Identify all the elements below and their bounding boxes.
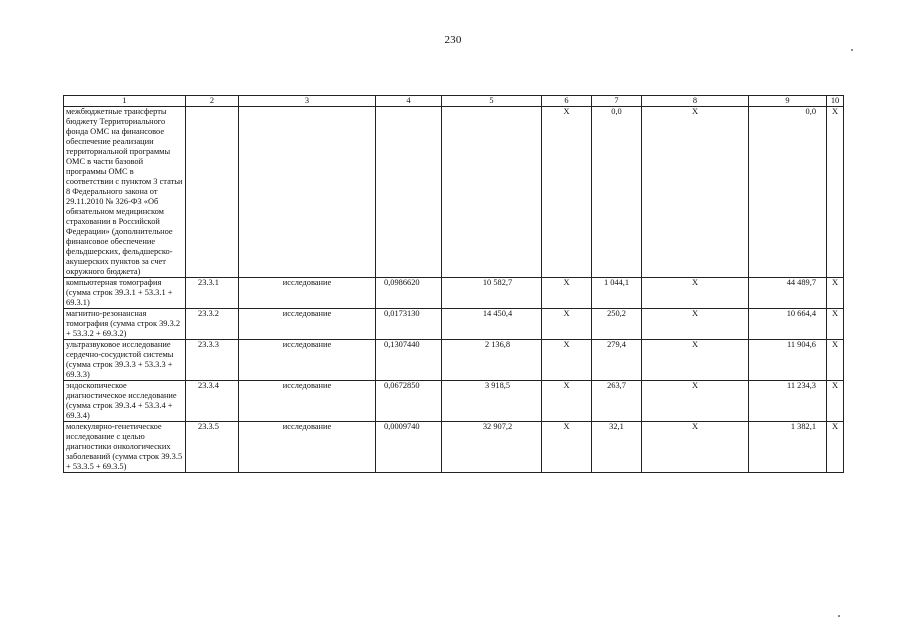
total-cell: 11 234,3: [749, 381, 827, 422]
row-description: компьютерная томография (сумма строк 39.3.1 + 53.3.1 + 69.3.1): [64, 278, 186, 309]
column-number: 4: [376, 96, 442, 107]
table-row: [64, 381, 844, 422]
column-number-row: [64, 96, 844, 107]
volume-cell: 0,1307440: [376, 340, 442, 381]
cost-cell: 3 918,5: [442, 381, 542, 422]
value-cell: 0,0: [592, 107, 642, 278]
row-description: эндоскопическое диагностическое исследование (сумма строк 39.3.4 + 53.3.4 + 69.3.4): [64, 381, 186, 422]
row-code: 23.3.5: [186, 422, 239, 473]
cost-cell: 14 450,4: [442, 309, 542, 340]
column-number: 2: [186, 96, 239, 107]
column-number: 5: [442, 96, 542, 107]
row-code: [186, 107, 239, 278]
table-row: [64, 422, 844, 473]
cost-cell: [442, 107, 542, 278]
total-cell: 10 664,4: [749, 309, 827, 340]
cross-cell: Х: [542, 309, 592, 340]
value-cell: 1 044,1: [592, 278, 642, 309]
unit-cell: [239, 107, 376, 278]
row-description: магнитно-резонансная томография (сумма строк 39.3.2 + 53.3.2 + 69.3.2): [64, 309, 186, 340]
total-cell: 11 904,6: [749, 340, 827, 381]
cross-cell: Х: [827, 340, 844, 381]
cross-cell: Х: [642, 278, 749, 309]
unit-cell: исследование: [239, 381, 376, 422]
volume-cell: 0,0672850: [376, 381, 442, 422]
cross-cell: Х: [642, 381, 749, 422]
unit-cell: исследование: [239, 278, 376, 309]
data-table: [63, 95, 844, 473]
cost-cell: 2 136,8: [442, 340, 542, 381]
total-cell: 1 382,1: [749, 422, 827, 473]
cross-cell: Х: [542, 422, 592, 473]
scan-speck: [838, 615, 840, 617]
row-code: 23.3.2: [186, 309, 239, 340]
volume-cell: 0,0009740: [376, 422, 442, 473]
page-number: 230: [444, 34, 462, 46]
unit-cell: исследование: [239, 422, 376, 473]
total-cell: 0,0: [749, 107, 827, 278]
cross-cell: Х: [642, 107, 749, 278]
table-row: [64, 309, 844, 340]
column-number: 8: [642, 96, 749, 107]
cross-cell: Х: [827, 422, 844, 473]
value-cell: 279,4: [592, 340, 642, 381]
cross-cell: Х: [827, 278, 844, 309]
column-number: 7: [592, 96, 642, 107]
value-cell: 32,1: [592, 422, 642, 473]
row-description: межбюджетные трансферты бюджету Территориального фонда ОМС на финансовое обеспечение реализации территориальной программы ОМС в части базовой программы ОМС в соответствии с пунктом 3 статьи 8 Федерального закона от 29.11.2010 № 326-ФЗ «Об обязательном медицинском страховании в Российской Федерации» (дополнительное финансовое обеспечение фельдшерских, фельдшерско-акушерских пунктов за счет окружного бюджета): [64, 107, 186, 278]
row-description: ультразвуковое исследование сердечно-сосудистой системы (сумма строк 39.3.3 + 53.3.3 + 69.3.3): [64, 340, 186, 381]
total-cell: 44 489,7: [749, 278, 827, 309]
row-code: 23.3.3: [186, 340, 239, 381]
table-row: [64, 340, 844, 381]
cross-cell: Х: [542, 381, 592, 422]
cross-cell: Х: [642, 340, 749, 381]
row-description: молекулярно-генетическое исследование с целью диагностики онкологических заболеваний (сумма строк 39.3.5 + 53.3.5 + 69.3.5): [64, 422, 186, 473]
cost-cell: 32 907,2: [442, 422, 542, 473]
column-number: 6: [542, 96, 592, 107]
volume-cell: 0,0173130: [376, 309, 442, 340]
column-number: 9: [749, 96, 827, 107]
row-code: 23.3.4: [186, 381, 239, 422]
column-number: 10: [827, 96, 844, 107]
value-cell: 263,7: [592, 381, 642, 422]
cross-cell: Х: [827, 309, 844, 340]
volume-cell: 0,0986620: [376, 278, 442, 309]
cross-cell: Х: [642, 309, 749, 340]
value-cell: 250,2: [592, 309, 642, 340]
table-row: [64, 278, 844, 309]
unit-cell: исследование: [239, 309, 376, 340]
scan-speck: [851, 49, 853, 51]
cross-cell: Х: [542, 278, 592, 309]
column-number: 1: [64, 96, 186, 107]
column-number: 3: [239, 96, 376, 107]
cross-cell: Х: [542, 340, 592, 381]
cross-cell: Х: [827, 381, 844, 422]
cost-cell: 10 582,7: [442, 278, 542, 309]
cross-cell: Х: [642, 422, 749, 473]
table-row: [64, 107, 844, 278]
volume-cell: [376, 107, 442, 278]
unit-cell: исследование: [239, 340, 376, 381]
row-code: 23.3.1: [186, 278, 239, 309]
cross-cell: Х: [542, 107, 592, 278]
cross-cell: Х: [827, 107, 844, 278]
